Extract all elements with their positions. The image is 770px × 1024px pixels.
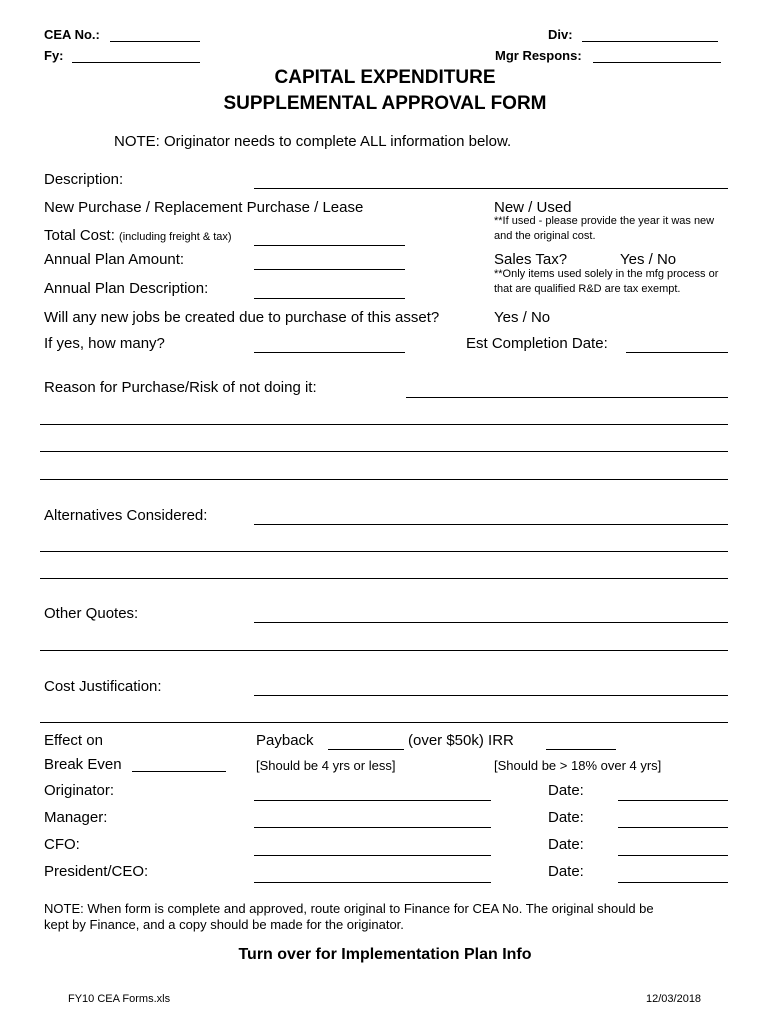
alternatives-field-1[interactable] [254,524,728,525]
president-ceo-label: President/CEO: [44,863,149,880]
sales-tax-options[interactable]: Yes / No [620,251,677,268]
manager-date-field[interactable] [618,827,728,828]
total-cost-label: Total Cost: (including freight & tax) [44,227,232,244]
annual-plan-amount-label: Annual Plan Amount: [44,251,185,268]
form-title-line2: SUPPLEMENTAL APPROVAL FORM [223,93,547,114]
new-used-options[interactable]: New / Used [494,199,572,216]
cea-no-label: CEA No.: [44,27,100,42]
cfo-signature-field[interactable] [254,855,491,856]
payback-label: Payback [256,732,314,749]
new-jobs-question: Will any new jobs be created due to purchase of this asset? [44,309,440,326]
mgr-respons-label: Mgr Respons: [495,48,582,63]
originator-date-label: Date: [548,782,584,799]
manager-label: Manager: [44,809,108,826]
break-even-field[interactable] [132,771,226,772]
tax-note-1: **Only items used solely in the mfg process or [494,268,719,280]
alternatives-label: Alternatives Considered: [44,507,208,524]
cfo-label: CFO: [44,836,80,853]
total-cost-field[interactable] [254,245,405,246]
other-quotes-label: Other Quotes: [44,605,139,622]
other-quotes-field-1[interactable] [254,622,728,623]
used-note-1: **If used - please provide the year it was new [494,215,715,227]
annual-plan-description-label: Annual Plan Description: [44,280,209,297]
cost-justification-field-1[interactable] [254,695,728,696]
cost-justification-field-2[interactable] [40,722,728,723]
reason-field-3[interactable] [40,451,728,452]
manager-date-label: Date: [548,809,584,826]
originator-label: Originator: [44,782,115,799]
description-field[interactable] [254,188,728,189]
mgr-respons-field[interactable] [593,62,721,63]
note-bottom-line2: kept by Finance, and a copy should be made for the originator. [44,917,404,932]
new-jobs-options[interactable]: Yes / No [494,309,551,326]
reason-field-4[interactable] [40,479,728,480]
cfo-date-label: Date: [548,836,584,853]
irr-note: [Should be > 18% over 4 yrs] [494,758,662,773]
est-completion-label: Est Completion Date: [466,335,608,352]
president-ceo-signature-field[interactable] [254,882,491,883]
originator-date-field[interactable] [618,800,728,801]
manager-signature-field[interactable] [254,827,491,828]
note-top: NOTE: Originator needs to complete ALL information below. [114,133,512,150]
alternatives-field-3[interactable] [40,578,728,579]
reason-field-1[interactable] [406,397,728,398]
tax-note-2: that are qualified R&D are tax exempt. [494,283,681,295]
president-ceo-date-label: Date: [548,863,584,880]
est-completion-field[interactable] [626,352,728,353]
cfo-date-field[interactable] [618,855,728,856]
payback-note: [Should be 4 yrs or less] [256,758,396,773]
total-cost-note: (including freight & tax) [119,231,232,243]
sales-tax-label: Sales Tax? [494,251,568,268]
div-field[interactable] [582,41,718,42]
note-bottom-line1: NOTE: When form is complete and approved, route original to Finance for CEA No. The original should be [44,901,654,916]
reason-label: Reason for Purchase/Risk of not doing it: [44,379,317,396]
how-many-label: If yes, how many? [44,335,165,352]
annual-plan-amount-field[interactable] [254,269,405,270]
used-note-2: and the original cost. [494,230,596,242]
footer-file-name: FY10 CEA Forms.xls [68,993,171,1005]
div-label: Div: [548,27,573,42]
description-label: Description: [44,171,124,188]
fy-label: Fy: [44,48,64,63]
reason-field-2[interactable] [40,424,728,425]
originator-signature-field[interactable] [254,800,491,801]
irr-field[interactable] [546,749,616,750]
purchase-type-label: New Purchase / Replacement Purchase / Lease [44,199,364,216]
how-many-field[interactable] [254,352,405,353]
break-even-label: Break Even [44,756,122,773]
other-quotes-field-2[interactable] [40,650,728,651]
cost-justification-label: Cost Justification: [44,678,162,695]
effect-on-label: Effect on [44,732,103,749]
footer-date: 12/03/2018 [646,993,702,1005]
fy-field[interactable] [72,62,200,63]
alternatives-field-2[interactable] [40,551,728,552]
payback-field[interactable] [328,749,404,750]
cea-no-field[interactable] [110,41,200,42]
president-ceo-date-field[interactable] [618,882,728,883]
annual-plan-description-field[interactable] [254,298,405,299]
turn-over-note: Turn over for Implementation Plan Info [238,946,532,963]
form-title-line1: CAPITAL EXPENDITURE [274,67,496,88]
over-50k-irr-label: (over $50k) IRR [408,732,514,749]
